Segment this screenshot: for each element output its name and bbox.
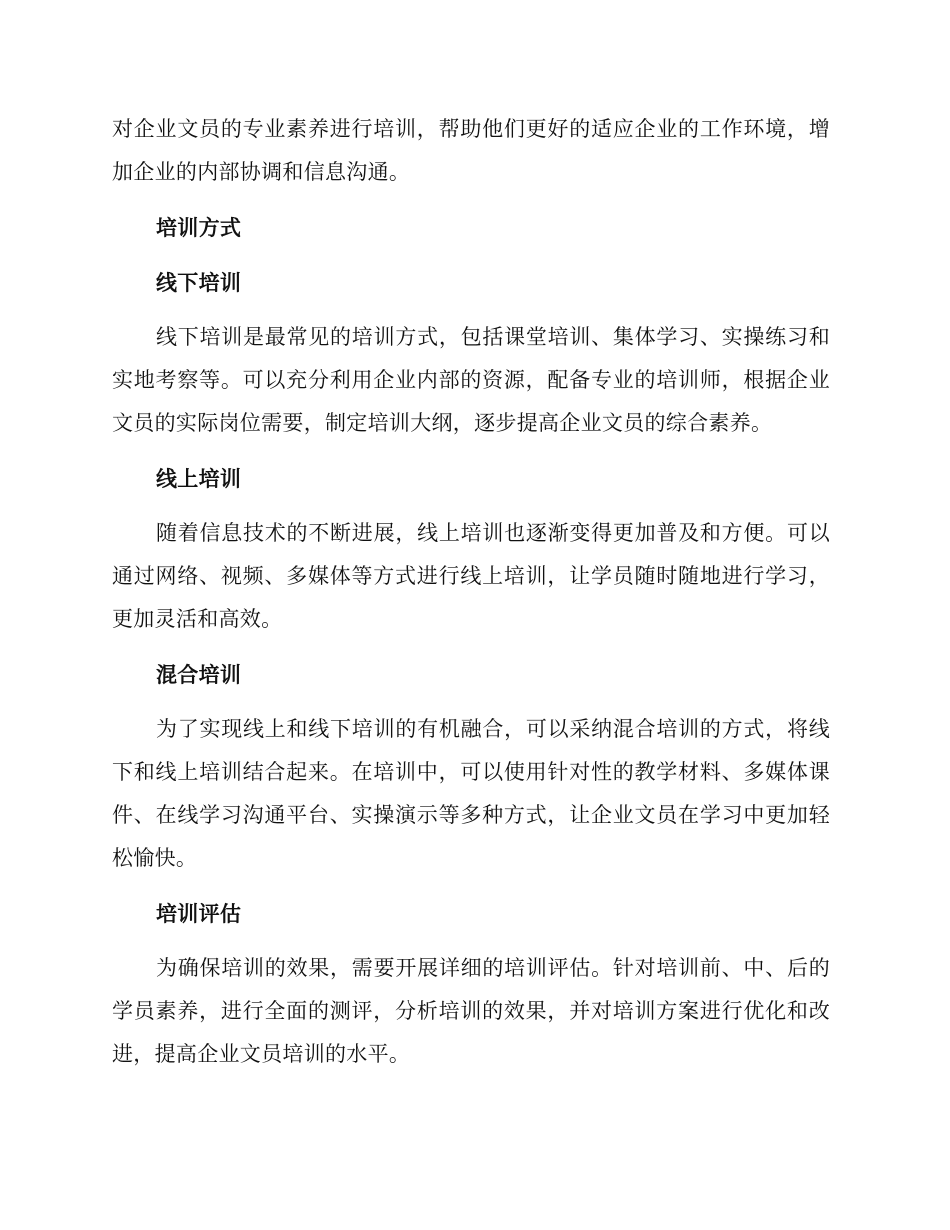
document-page [112,108,830,1076]
blended-training-heading: 混合培训 [156,662,242,687]
offline-training-heading: 线下培训 [156,270,242,295]
online-training-paragraph: 随着信息技术的不断进展，线上培训也逐渐变得更加普及和方便。可以通过网络、视频、多媒体等方式进行线上培训，让学员随时随地进行学习，更加灵活和高效。 [112,521,830,631]
offline-training-paragraph: 线下培训是最常见的培训方式，包括课堂培训、集体学习、实操练习和实地考察等。可以充分利用企业内部的资源，配备专业的培训师，根据企业文员的实际岗位需要，制定培训大纲，逐步提高企业文员的综合素养。 [112,325,830,435]
blended-training-paragraph: 为了实现线上和线下培训的有机融合，可以采纳混合培训的方式，将线下和线上培训结合起来。在培训中，可以使用针对性的教学材料、多媒体课件、在线学习沟通平台、实操演示等多种方式，让企业文员在学习中更加轻松愉快。 [112,717,830,870]
training-methods-heading: 培训方式 [156,215,242,240]
training-evaluation-heading: 培训评估 [156,901,242,926]
training-evaluation-paragraph: 为确保培训的效果，需要开展详细的培训评估。针对培训前、中、后的学员素养，进行全面的测评，分析培训的效果，并对培训方案进行优化和改进，提高企业文员培训的水平。 [112,956,830,1066]
online-training-heading: 线上培训 [156,466,242,491]
intro-paragraph: 对企业文员的专业素养进行培训，帮助他们更好的适应企业的工作环境，增加企业的内部协调和信息沟通。 [112,117,830,184]
